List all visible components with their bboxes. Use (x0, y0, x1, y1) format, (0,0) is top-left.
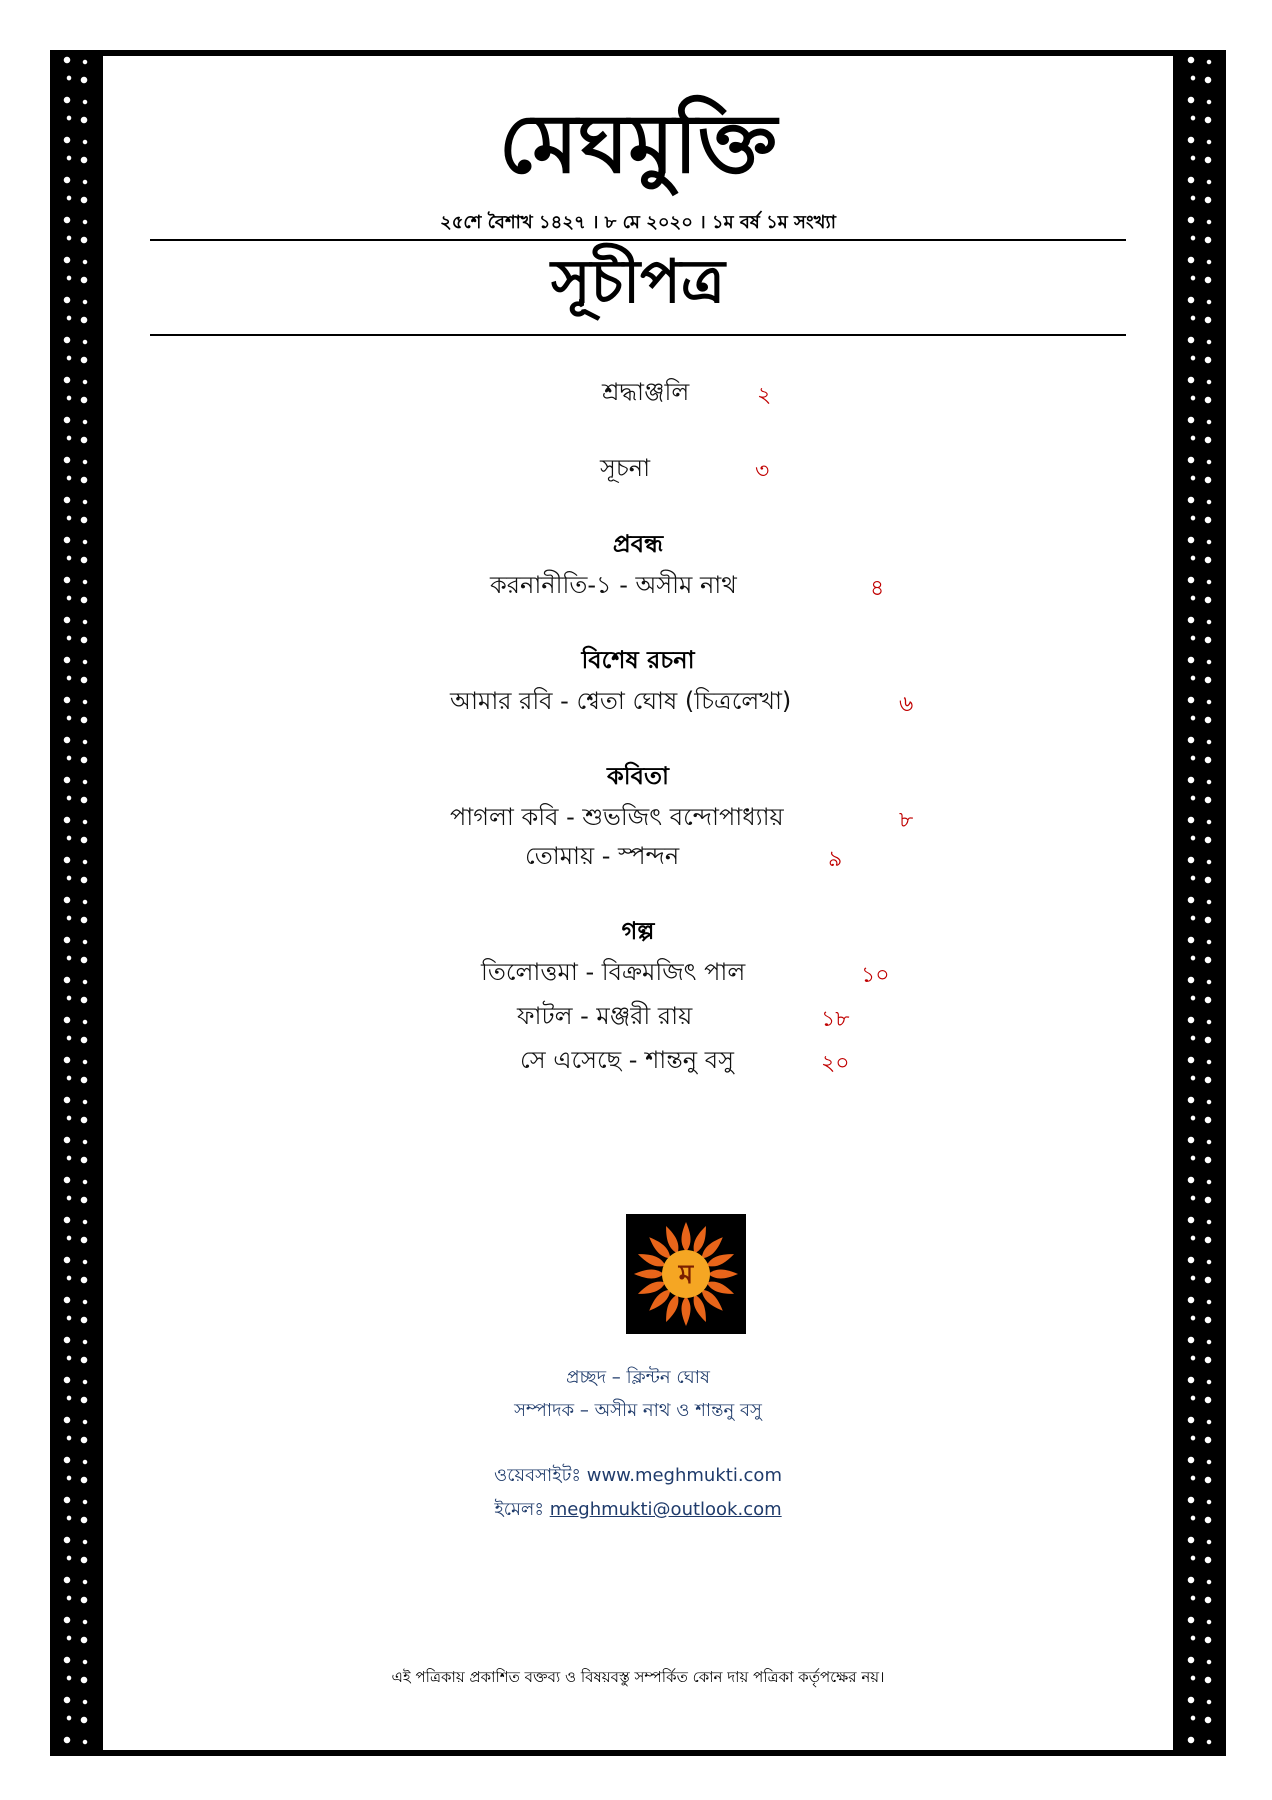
left-vine-border (57, 50, 95, 1756)
border-bottom (50, 1750, 1226, 1756)
section-heading-essay: প্রবন্ধ (612, 530, 664, 558)
toc-page: ১০ (861, 963, 890, 988)
toc-page-introduction: ৩ (755, 459, 770, 484)
sun-logo-icon (626, 1214, 746, 1334)
email-label: ইমেলঃ (494, 1499, 544, 1520)
toc-page: ৬ (899, 692, 914, 717)
toc-page: ৮ (899, 808, 914, 833)
toc-entry: তোমায় - স্পন্দন (525, 842, 680, 870)
editors-credit: সম্পাদক – অসীম নাথ ও শান্তনু বসু (514, 1400, 762, 1421)
section-heading-poetry: কবিতা (607, 762, 669, 790)
email-link[interactable]: meghmukti@outlook.com (549, 1499, 782, 1520)
toc-page: ৪ (870, 576, 885, 601)
toc-page-tribute: ২ (757, 383, 772, 408)
page-border-frame (50, 50, 1226, 1756)
logo-letter: ম (678, 1260, 694, 1290)
toc-page: ১৮ (821, 1007, 850, 1032)
email-line (103, 1495, 1173, 1526)
toc-entry: করনানীতি-১ - অসীম নাথ (490, 571, 737, 599)
page-content (103, 56, 1173, 1750)
divider-top (150, 239, 1126, 241)
toc-entry: আমার রবি - শ্বেতা ঘোষ (চিত্রলেখা) (450, 687, 792, 715)
section-heading-special: বিশেষ রচনা (581, 646, 695, 674)
toc-entry-introduction: সূচনা (600, 454, 651, 482)
toc-entry: তিলোত্তমা - বিক্রমজিৎ পাল (481, 958, 746, 986)
cover-credit: প্রচ্ছদ – ক্লিন্টন ঘোষ (566, 1367, 710, 1388)
magazine-title: মেঘমুক্তি (498, 97, 778, 192)
toc-entry: ফাটল - মঞ্জরী রায় (517, 1002, 693, 1030)
issue-dateline: ২৫শে বৈশাখ ১৪২৭ । ৮ মে ২০২০ । ১ম বর্ষ ১ম সংখ্যা (440, 212, 836, 233)
toc-page: ৯ (828, 847, 843, 872)
section-heading-stories: গল্প (621, 917, 655, 945)
divider-bottom (150, 334, 1126, 336)
toc-entry: সে এসেছে - শান্তনু বসু (520, 1046, 734, 1074)
toc-entry: পাগলা কবি - শুভজিৎ বন্দোপাধ্যায় (450, 803, 784, 831)
contents-heading: সূচীপত্র (551, 247, 725, 317)
website-line: ওয়েবসাইটঃ www.meghmukti.com (494, 1465, 782, 1486)
right-vine-border (1181, 50, 1219, 1756)
toc-entry-tribute: শ্রদ্ধাঞ্জলি (602, 378, 690, 406)
disclaimer-text: এই পত্রিকায় প্রকাশিত বক্তব্য ও বিষয়বস্তু সম্পর্কিত কোন দায় পত্রিকা কর্তৃপক্ষের নয়। (391, 1668, 885, 1686)
toc-page: ২০ (821, 1051, 850, 1076)
